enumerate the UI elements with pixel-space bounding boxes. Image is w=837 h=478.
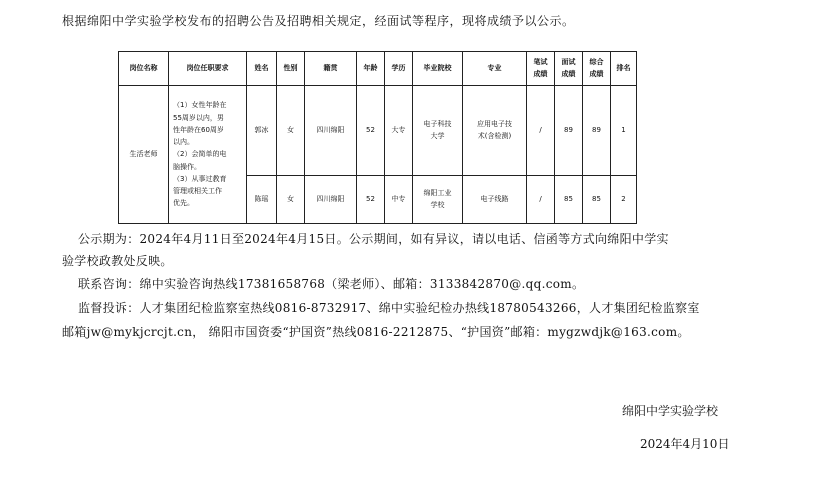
origin-cell: 四川绵阳 — [305, 86, 357, 176]
notice-consult: 联系咨询：绵中实验咨询热线17381658768（梁老师）、邮箱：3133842870@.qq.com。 — [78, 277, 585, 291]
results-table — [118, 51, 637, 224]
education-cell: 大专 — [385, 86, 413, 176]
intro-text: 根据绵阳中学实验学校发布的招聘公告及招聘相关规定，经面试等程序，现将成绩予以公示。 — [62, 14, 575, 28]
signer: 绵阳中学实验学校 — [622, 404, 719, 418]
name-cell: 陈瑶 — [247, 176, 277, 224]
table-row — [119, 86, 637, 176]
header-origin: 籍贯 — [305, 52, 357, 86]
school-cell: 电子科技 大学 — [413, 86, 463, 176]
header-school: 毕业院校 — [413, 52, 463, 86]
major-cell: 电子线路 — [463, 176, 527, 224]
notice-complaint-line1: 监督投诉：人才集团纪检监察室热线0816-8732917、绵中实验纪检办热线18780543266，人才集团纪检监察室 — [78, 301, 700, 315]
requirements-cell: （1）女性年龄在 55周岁以内，男 性年龄在60周岁 以内。 （2）会简单的电 脑操作。 （3）从事过教育 管理或相关工作 优先。 — [169, 86, 247, 224]
interview-score-cell: 89 — [555, 86, 583, 176]
header-position: 岗位名称 — [119, 52, 169, 86]
header-education: 学历 — [385, 52, 413, 86]
rank-cell: 1 — [611, 86, 637, 176]
age-cell: 52 — [357, 86, 385, 176]
gender-cell: 女 — [277, 86, 305, 176]
header-rank: 排名 — [611, 52, 637, 86]
total-score-cell: 85 — [583, 176, 611, 224]
name-cell: 郭冰 — [247, 86, 277, 176]
education-cell: 中专 — [385, 176, 413, 224]
table-header-row — [119, 52, 637, 86]
interview-score-cell: 85 — [555, 176, 583, 224]
origin-cell: 四川绵阳 — [305, 176, 357, 224]
written-score-cell: / — [527, 86, 555, 176]
notice-complaint-line2: 邮箱jw@mykjcrcjt.cn， 绵阳市国资委“护国资”热线0816-2212875、“护国资”邮箱：mygzwdjk@163.com。 — [62, 325, 690, 339]
position-cell: 生活老师 — [119, 86, 169, 224]
written-score-cell: / — [527, 176, 555, 224]
major-cell: 应用电子技 术(含检测) — [463, 86, 527, 176]
rank-cell: 2 — [611, 176, 637, 224]
header-total-score: 综合 成绩 — [583, 52, 611, 86]
header-written-score: 笔试 成绩 — [527, 52, 555, 86]
header-gender: 性别 — [277, 52, 305, 86]
header-requirements: 岗位任职要求 — [169, 52, 247, 86]
header-major: 专业 — [463, 52, 527, 86]
header-age: 年龄 — [357, 52, 385, 86]
school-cell: 绵阳工业 学校 — [413, 176, 463, 224]
gender-cell: 女 — [277, 176, 305, 224]
notice-period-line2: 验学校政教处反映。 — [62, 254, 173, 268]
total-score-cell: 89 — [583, 86, 611, 176]
header-interview-score: 面试 成绩 — [555, 52, 583, 86]
header-name: 姓名 — [247, 52, 277, 86]
signing-date: 2024年4月10日 — [640, 437, 730, 451]
notice-period-line1: 公示期为：2024年4月11日至2024年4月15日。公示期间，如有异议，请以电话、信函等方式向绵阳中学实 — [78, 232, 669, 246]
age-cell: 52 — [357, 176, 385, 224]
